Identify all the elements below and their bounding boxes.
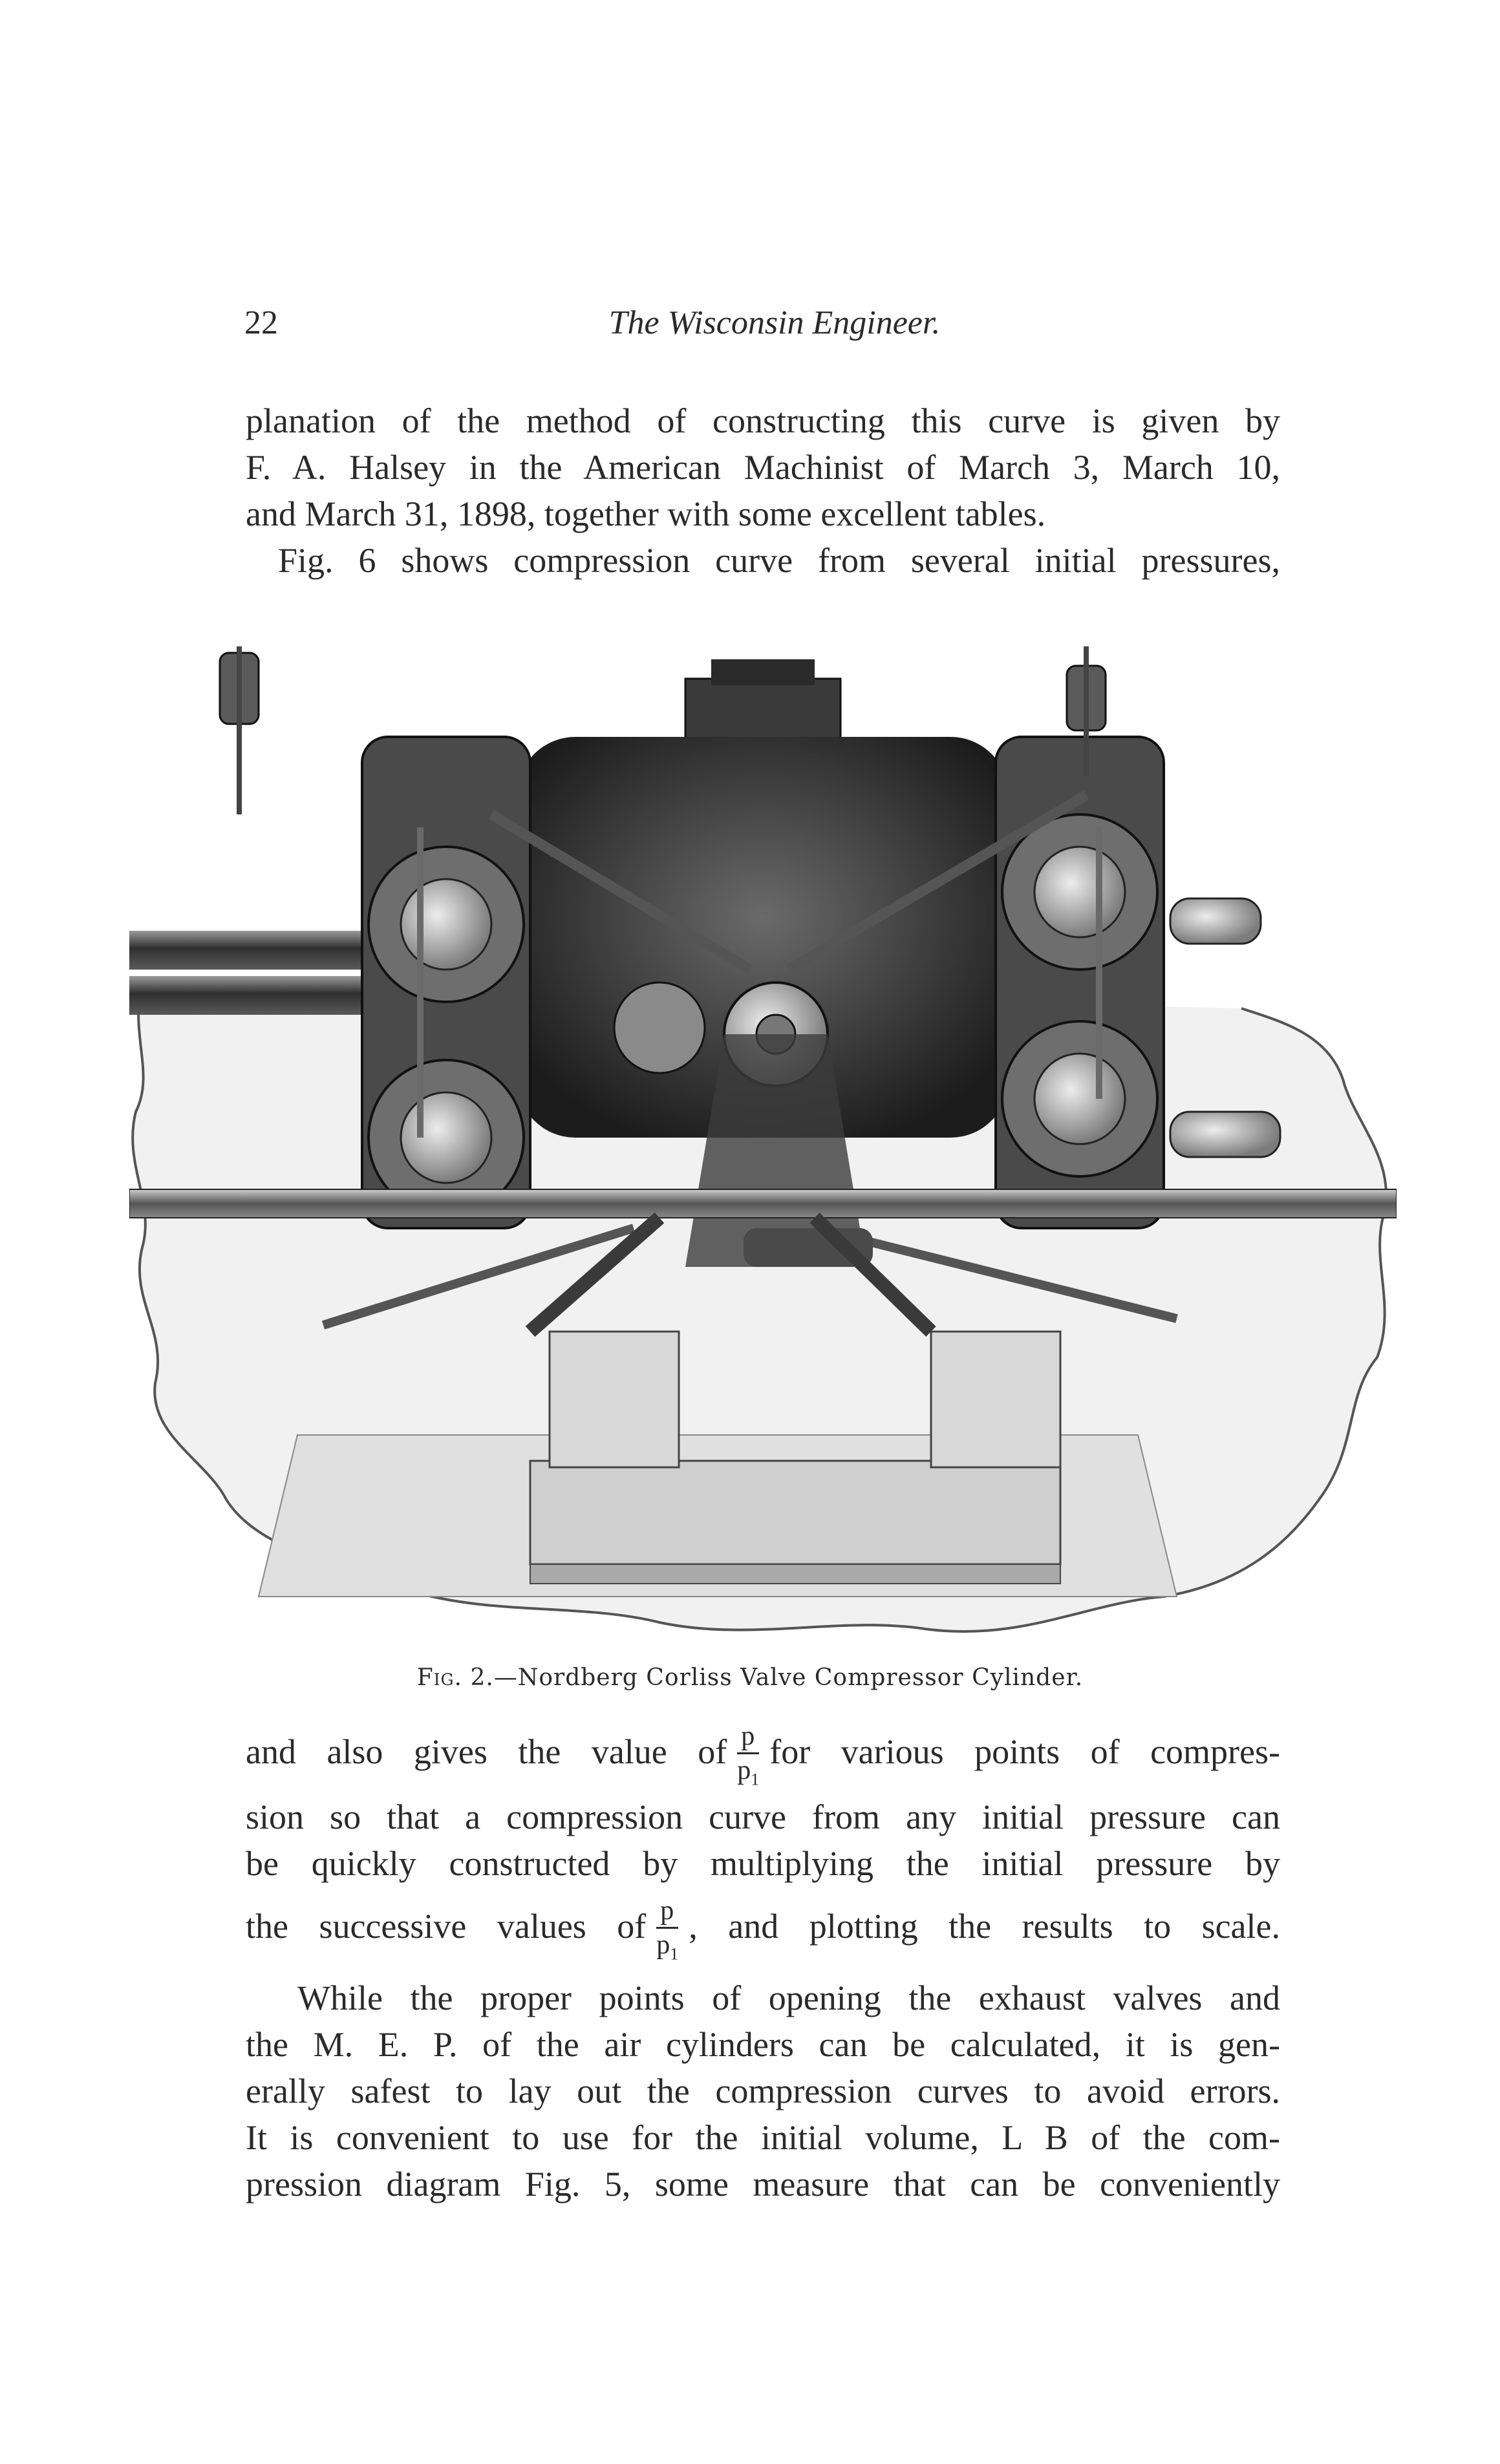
text-segment: and also gives the value of [246, 1732, 727, 1772]
text-line: the M. E. P. of the air cylinders can be calculated, it is gen- [246, 2025, 1280, 2064]
denominator-subscript: 1 [670, 1944, 679, 1964]
denominator-base: p [737, 1756, 751, 1785]
text-line-with-fraction [246, 1897, 1280, 1962]
text-line: be quickly constructed by multiplying the initial pressure by [246, 1844, 1280, 1883]
text-segment: for various points of compres- [769, 1732, 1280, 1772]
text-line: Fig. 6 shows compression curve from several initial pressures, [278, 541, 1280, 580]
text-line: pression diagram Fig. 5, some measure that can be conveniently [246, 2165, 1280, 2204]
fraction-p-over-p1 [656, 1897, 678, 1962]
text-segment: the successive values of [246, 1907, 647, 1946]
fraction-p-over-p1 [737, 1723, 759, 1788]
denominator-subscript: 1 [751, 1770, 760, 1789]
text-line: It is convenient to use for the initial volume, L B of the com- [246, 2118, 1280, 2157]
fraction-denominator [737, 1754, 759, 1788]
text-line: erally safest to lay out the compression curves to avoid errors. [246, 2072, 1280, 2110]
caption-label: Fig. 2. [416, 1664, 494, 1691]
text-line-with-fraction [246, 1723, 1280, 1788]
text-line: planation of the method of constructing this curve is given by [246, 401, 1280, 440]
caption-text: —Nordberg Corliss Valve Compressor Cylinder. [493, 1664, 1084, 1691]
text-line: F. A. Halsey in the American Machinist of March 3, March 10, [246, 448, 1280, 487]
fraction-numerator: p [737, 1723, 759, 1754]
figure-caption [0, 1664, 1500, 1691]
running-head: The Wisconsin Engineer. [608, 304, 941, 341]
figure-engraving [129, 646, 1397, 1655]
text-line: While the proper points of opening the exhaust valves and [297, 1979, 1280, 2017]
page-number: 22 [244, 304, 278, 341]
denominator-base: p [656, 1930, 670, 1960]
compressor-cylinder-illustration [129, 646, 1397, 1655]
text-line: and March 31, 1898, together with some excellent tables. [246, 494, 1046, 533]
text-line: sion so that a compression curve from any initial pressure can [246, 1798, 1280, 1836]
fraction-numerator: p [656, 1897, 678, 1929]
text-segment: , and plotting the results to scale. [689, 1907, 1280, 1946]
fraction-denominator [656, 1929, 678, 1962]
page-header [244, 304, 1305, 356]
